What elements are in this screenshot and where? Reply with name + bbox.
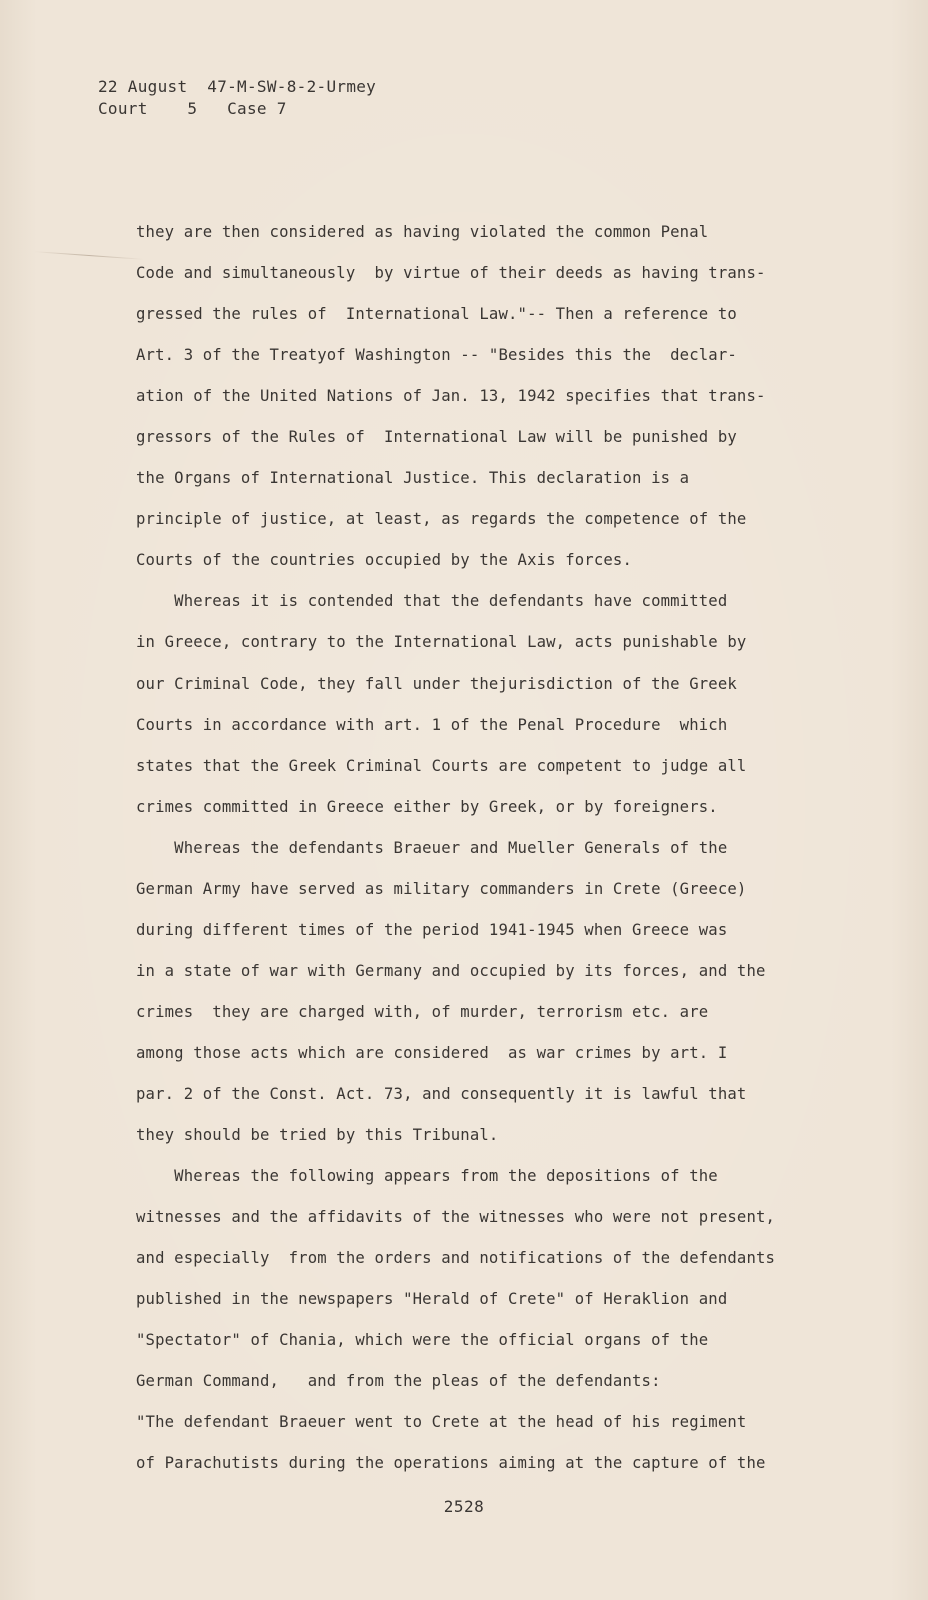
body-line: gressed the rules of International Law."-- Then a reference to: [136, 305, 737, 324]
body-line: Whereas it is contended that the defendants have committed: [136, 592, 728, 611]
body-line: crimes committed in Greece either by Greek, or by foreigners.: [136, 797, 718, 816]
body-line: Code and simultaneously by virtue of their deeds as having trans-: [136, 264, 766, 283]
body-line: Art. 3 of the Treatyof Washington -- "Besides this the declar-: [136, 346, 737, 365]
body-line: during different times of the period 1941-1945 when Greece was: [136, 920, 728, 939]
body-line: published in the newspapers "Herald of Crete" of Heraklion and: [136, 1290, 728, 1309]
body-line: Whereas the defendants Braeuer and Mueller Generals of the: [136, 838, 728, 857]
body-line: "The defendant Braeuer went to Crete at the head of his regiment: [136, 1413, 747, 1432]
body-line: they are then considered as having violated the common Penal: [136, 223, 709, 241]
body-line: German Command, and from the pleas of the defendants:: [136, 1372, 661, 1391]
body-line: our Criminal Code, they fall under thejurisdiction of the Greek: [136, 674, 737, 693]
document-header: [98, 76, 376, 120]
body-line: in a state of war with Germany and occupied by its forces, and the: [136, 961, 766, 980]
body-line: among those acts which are considered as war crimes by art. I: [136, 1043, 728, 1062]
document-body: [136, 218, 836, 1490]
body-line: gressors of the Rules of International Law will be punished by: [136, 428, 737, 447]
body-line: Whereas the following appears from the depositions of the: [136, 1167, 718, 1186]
body-line: Courts in accordance with art. 1 of the Penal Procedure which: [136, 715, 728, 734]
body-line: the Organs of International Justice. This declaration is a: [136, 469, 690, 488]
body-line: of Parachutists during the operations aiming at the capture of the: [136, 1454, 766, 1473]
header-court-case: Court 5 Case 7: [98, 99, 287, 118]
body-line: principle of justice, at least, as regards the competence of the: [136, 510, 747, 529]
body-line: in Greece, contrary to the International Law, acts punishable by: [136, 633, 747, 652]
body-line: ation of the United Nations of Jan. 13, 1942 specifies that trans-: [136, 387, 766, 406]
page-number: 2528: [443, 1497, 485, 1516]
header-date-reference: 22 August 47-M-SW-8-2-Urmey: [98, 77, 377, 96]
body-line: crimes they are charged with, of murder, terrorism etc. are: [136, 1002, 709, 1021]
body-line: witnesses and the affidavits of the witnesses who were not present,: [136, 1208, 776, 1227]
body-line: they should be tried by this Tribunal.: [136, 1126, 499, 1145]
body-line: Courts of the countries occupied by the Axis forces.: [136, 551, 632, 570]
margin-mark: [34, 251, 144, 260]
body-line: "Spectator" of Chania, which were the official organs of the: [136, 1331, 709, 1350]
body-line: and especially from the orders and notifications of the defendants: [136, 1249, 776, 1268]
body-line: states that the Greek Criminal Courts are competent to judge all: [136, 756, 747, 775]
body-line: German Army have served as military commanders in Crete (Greece): [136, 879, 747, 898]
body-line: par. 2 of the Const. Act. 73, and consequently it is lawful that: [136, 1084, 747, 1103]
